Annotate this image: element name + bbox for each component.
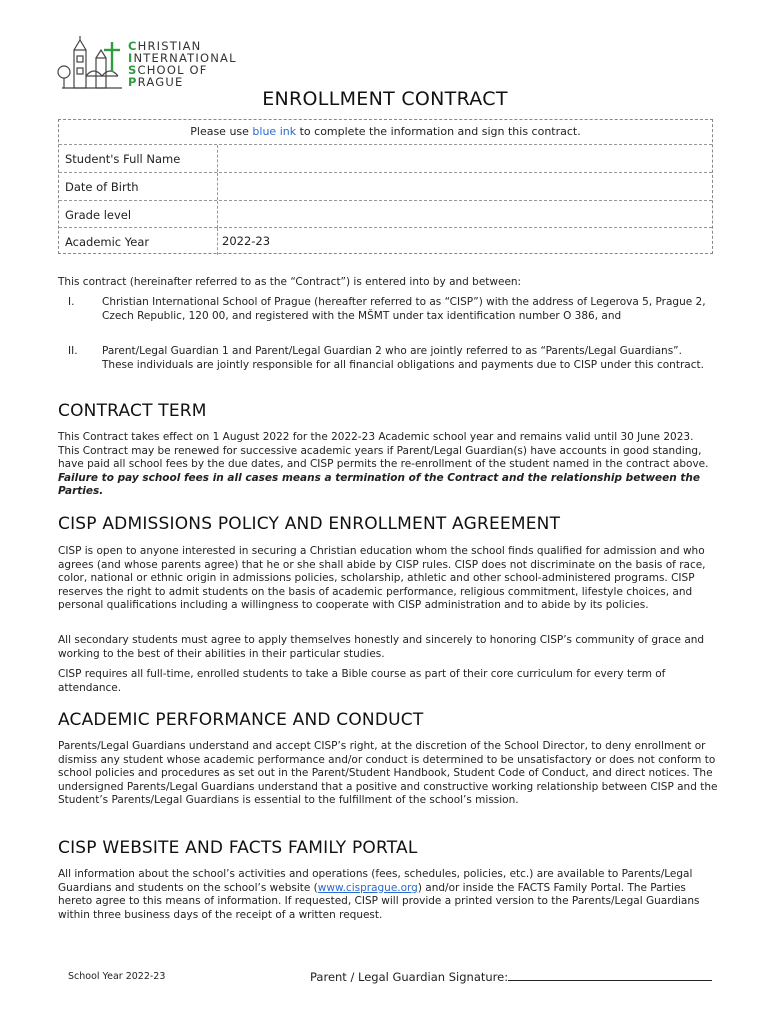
section-heading-admissions: CISP ADMISSIONS POLICY AND ENROLLMENT AGREEMENT [58, 514, 561, 534]
date-of-birth-field[interactable] [217, 173, 710, 200]
admissions-paragraph: All secondary students must agree to apply themselves honestly and sincerely to honoring CISP’s community of grace and working to the best of their abilities in their particular studies. [58, 634, 705, 660]
student-name-field[interactable] [217, 145, 710, 172]
logo-line: SCHOOL OF [128, 63, 208, 77]
list-number: I. [68, 296, 75, 308]
list-item [58, 296, 718, 338]
admissions-paragraph: CISP requires all full-time, enrolled students to take a Bible course as part of their core curriculum for every term of attendance. [58, 668, 666, 694]
table-row [59, 172, 712, 200]
table-row [59, 200, 712, 228]
page-title: ENROLLMENT CONTRACT [262, 88, 508, 110]
logo-line: INTERNATIONAL [128, 51, 237, 65]
intro-paragraph: This contract (hereinafter referred to as the “Contract”) is entered into by and between: [58, 276, 522, 288]
logo-line: CHRISTIAN [128, 39, 202, 53]
list-number: II. [68, 345, 78, 357]
footer-school-year: School Year 2022-23 [68, 971, 166, 982]
signature-line[interactable] [508, 969, 712, 981]
list-item [58, 345, 718, 387]
field-label: Academic Year [65, 235, 150, 249]
section-heading-performance: ACADEMIC PERFORMANCE AND CONDUCT [58, 710, 424, 730]
academic-year-field[interactable]: 2022-23 [217, 228, 710, 255]
table-row [59, 144, 712, 172]
section-heading-contract-term: CONTRACT TERM [58, 401, 207, 421]
admissions-paragraph: CISP is open to anyone interested in securing a Christian education whom the school finds qualified for admission and who agrees (and whose parents agree) that he or she shall abide by CISP rules. CISP does not discriminate on the basis of race, color, national or ethnic origin in admissions policies, scholarship, athletic and other school-administered programs. CISP reserves the right to admit students on the basis of academic performance, religious commitment, lifestyle choices, and personal qualifications including a willingness to cooperate with CISP administration and to abide by its policies. [58, 545, 706, 611]
list-text: Christian International School of Prague (hereafter referred to as “CISP”) with the address of Legerova 5, Prague 2, Czech Republic, 120 00, and registered with the MŠMT under tax identification number O 386, and [102, 296, 706, 322]
field-label: Grade level [65, 208, 132, 222]
field-label: Date of Birth [65, 180, 139, 194]
field-label: Student's Full Name [65, 152, 181, 166]
signature-label: Parent / Legal Guardian Signature: [310, 970, 509, 984]
list-text: Parent/Legal Guardian 1 and Parent/Legal Guardian 2 who are jointly referred to as “Parents/Legal Guardians”. These individuals are jointly responsible for all financial obligations and payments due to CISP under this contract. [102, 345, 704, 371]
signature-area [310, 969, 712, 984]
performance-paragraph: Parents/Legal Guardians understand and accept CISP’s right, at the discretion of the School Director, to deny enrollment or dismiss any student whose academic performance and/or conduct is determined to be unsatisfactory or does not conform to school policies and procedures as set out in the Parent/Student Handbook, Student Code of Conduct, and direct notices. The undersigned Parents/Legal Guardians understand that a positive and constructive working relationship between CISP and the Student’s Parents/Legal Guardians is essential to the fulfillment of the school’s mission. [58, 740, 718, 806]
table-row [59, 227, 712, 255]
grade-level-field[interactable] [217, 201, 710, 228]
website-paragraph: All information about the school’s activities and operations (fees, schedules, policies, etc.) are available to Parents/Legal Guardians and students on the school’s website (www.cisprague.org) and/or inside the FACTS Family Portal. The Parties hereto agree to this means of information. If requested, CISP will provide a printed version to the Parents/Legal Guardians within three business days of the receipt of a written request. [58, 868, 700, 921]
student-info-table [58, 119, 713, 254]
website-link[interactable]: www.cisprague.org [317, 881, 418, 894]
logo-line: PRAGUE [128, 75, 184, 89]
section-heading-website: CISP WEBSITE AND FACTS FAMILY PORTAL [58, 838, 418, 858]
school-logo-text [128, 40, 237, 88]
contract-term-text: This Contract takes effect on 1 August 2022 for the 2022-23 Academic school year and remains valid until 30 June 2023. This Contract may be renewed for successive academic years if Parent/Legal Guardian(s) have accounts in good standing, have paid all school fees by the due dates, and CISP permits the re-enrollment of the student named in the contract above. Failure to pay school fees in all cases means a termination of the Contract and the relationship between the Parties. [58, 431, 709, 497]
ink-instruction: Please use blue ink to complete the information and sign this contract. [190, 125, 581, 138]
